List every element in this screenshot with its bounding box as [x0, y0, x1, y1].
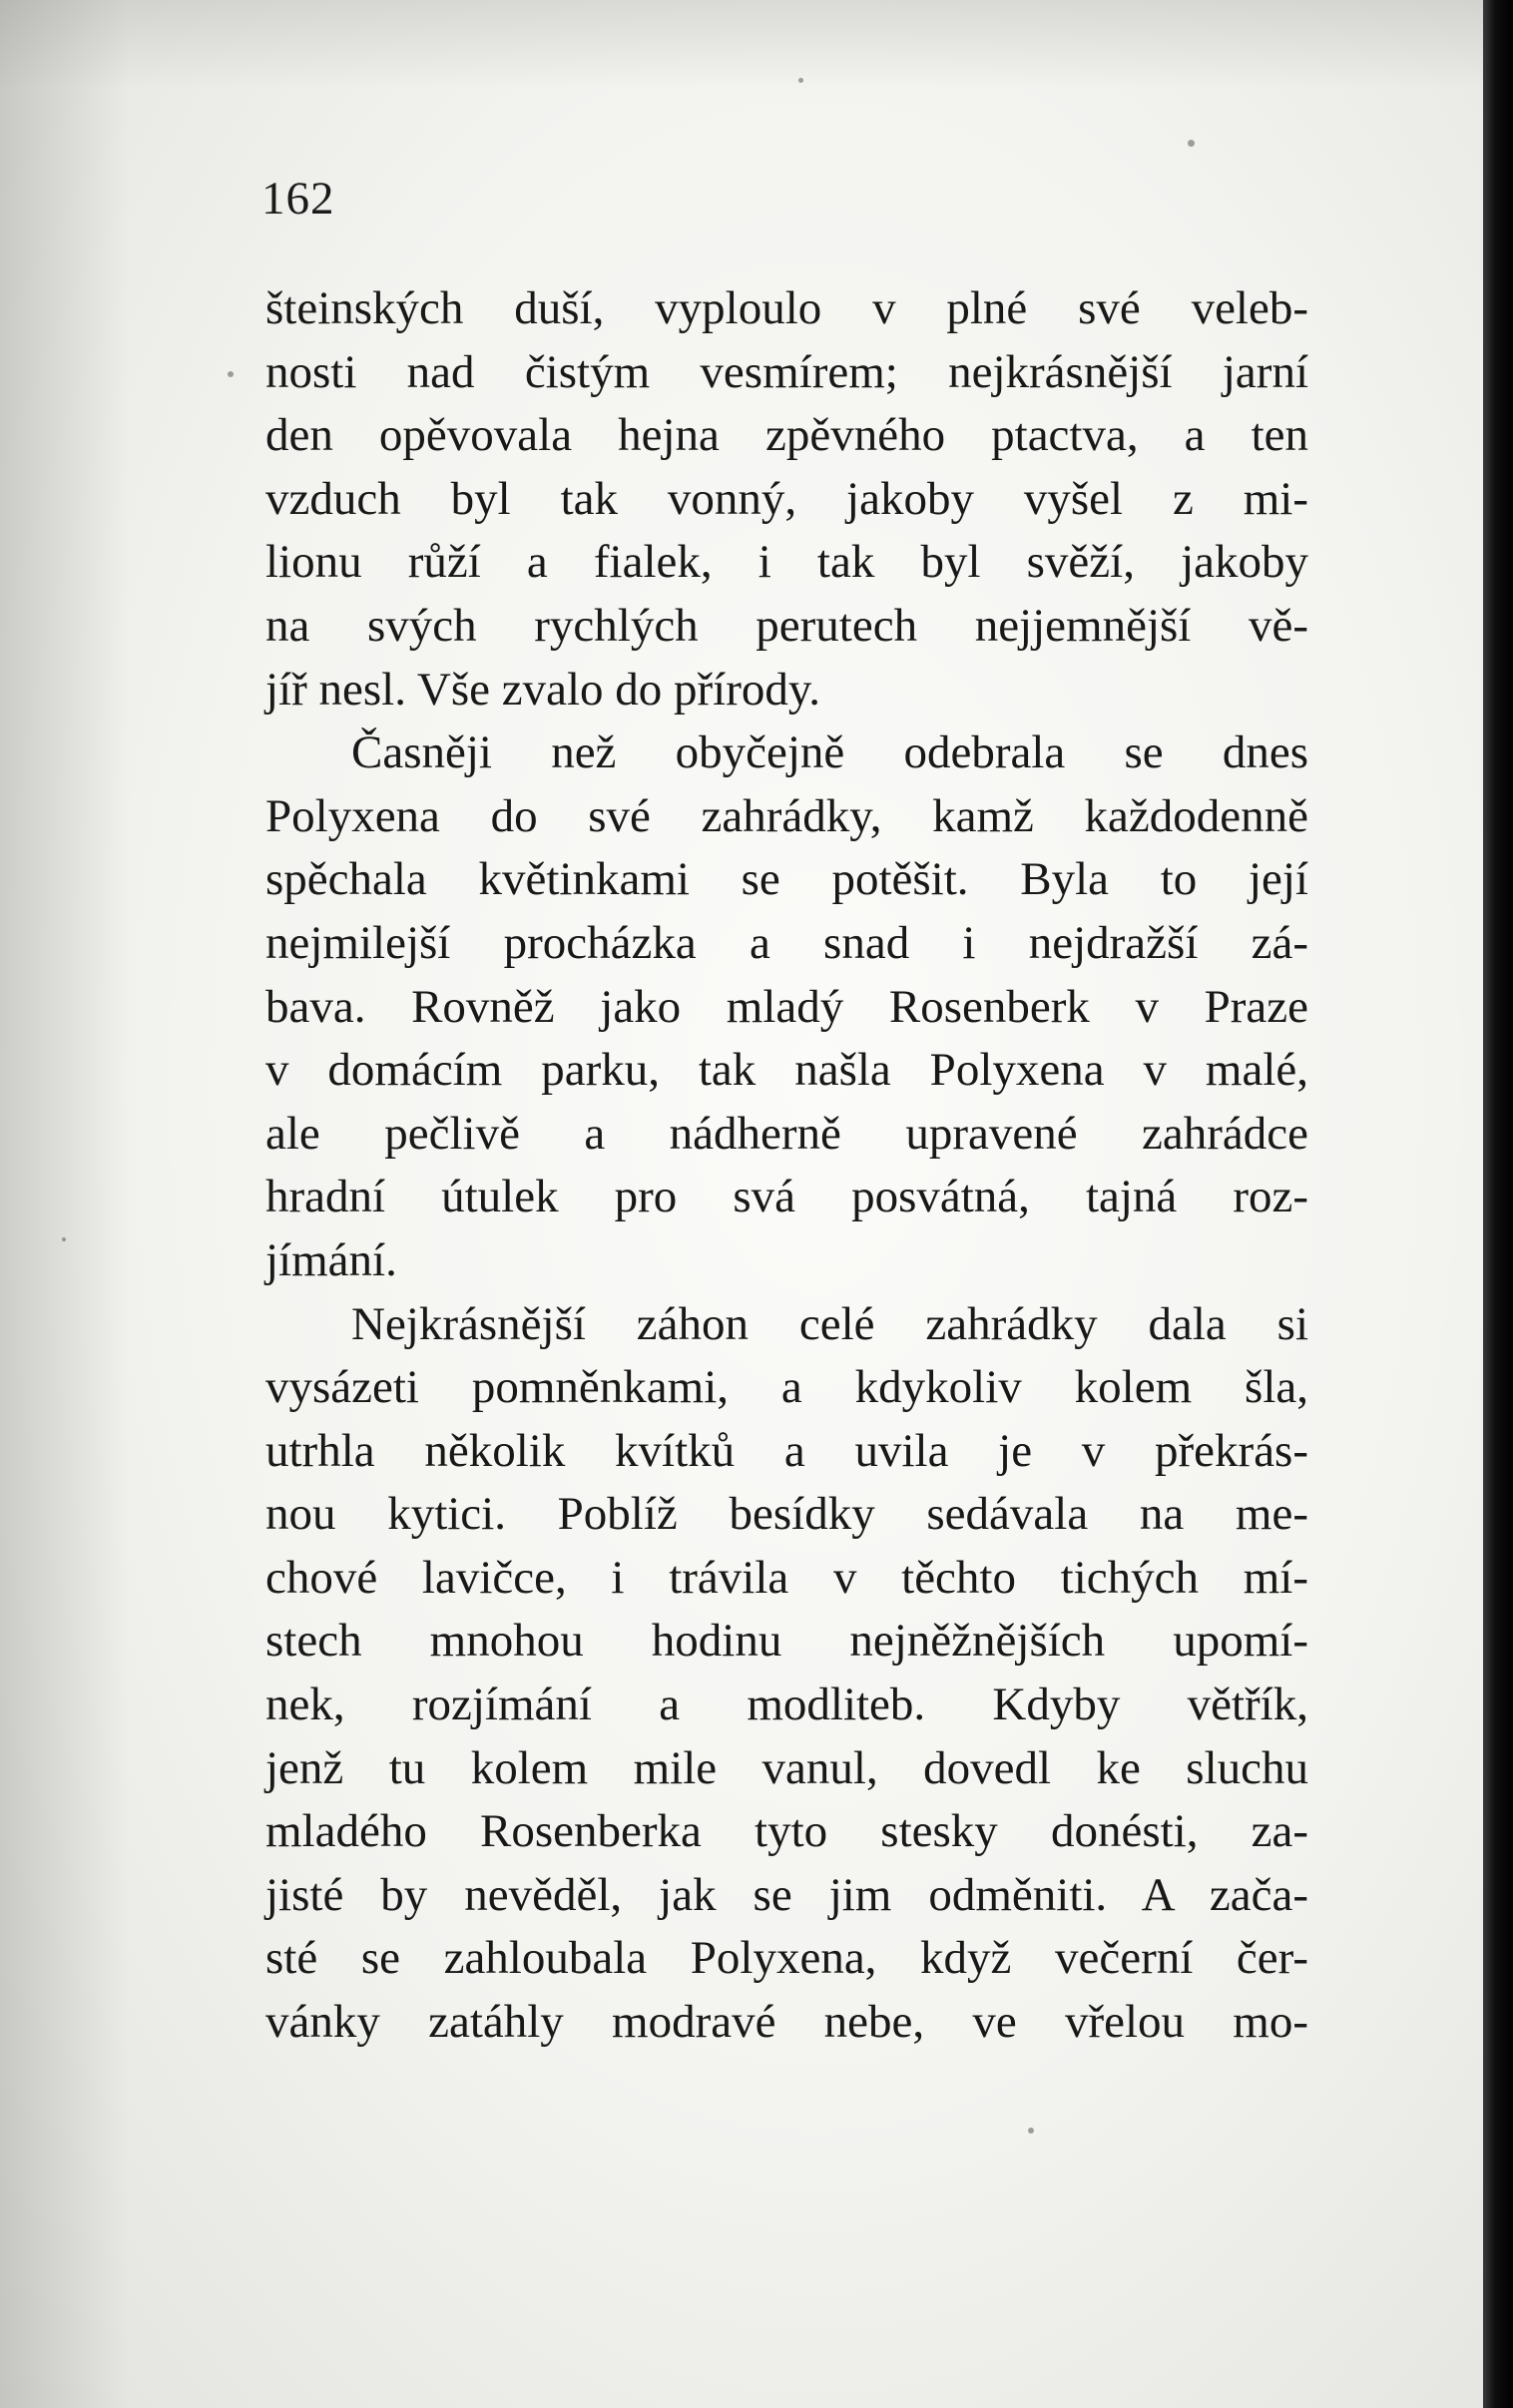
body-text: [265, 277, 1308, 2055]
text-line: šteinských duší, vyploulo v plné své veleb-: [265, 282, 1308, 334]
scan-speck: [1188, 140, 1195, 147]
text-line: vánky zatáhly modravé nebe, ve vřelou mo-: [265, 1996, 1308, 2049]
scan-speck: [798, 78, 803, 83]
text-line: jíř nesl. Vše zvalo do přírody.: [265, 663, 821, 716]
text-line: mladého Rosenberka tyto stesky donésti, za-: [265, 1805, 1308, 1858]
text-line: utrhla několik kvítků a uvila je v překrás-: [265, 1424, 1308, 1477]
text-line: bava. Rovněž jako mladý Rosenberk v Praze: [265, 980, 1308, 1033]
text-line: v domácím parku, tak našla Polyxena v malé,: [265, 1044, 1308, 1097]
text-line: nejmilejší procházka a snad i nejdražší zá-: [265, 916, 1308, 969]
text-line: ale pečlivě a nádherně upravené zahrádce: [265, 1107, 1308, 1160]
text-line: lionu růží a fialek, i tak byl svěží, jakoby: [265, 536, 1308, 589]
text-line: stech mnohou hodinu nejněžnějších upomí-: [265, 1615, 1308, 1668]
text-line: na svých rychlých perutech nejjemnější vě-: [265, 599, 1308, 652]
text-line: nosti nad čistým vesmírem; nejkrásnější jarní: [265, 345, 1308, 398]
text-line: spěchala květinkami se potěšit. Byla to její: [265, 853, 1308, 906]
text-line: jenž tu kolem mile vanul, dovedl ke sluchu: [265, 1741, 1308, 1794]
text-line: Časněji než obyčejně odebrala se dnes: [351, 726, 1308, 779]
text-line: Polyxena do své zahrádky, kamž každodenně: [265, 789, 1308, 842]
text-line: hradní útulek pro svá posvátná, tajná roz-: [265, 1171, 1308, 1223]
text-line: vzduch byl tak vonný, jakoby vyšel z mi-: [265, 472, 1308, 525]
page-edge-shadow: [1483, 0, 1513, 2408]
text-line: chové lavičce, i trávila v těchto tichých mí-: [265, 1551, 1308, 1604]
text-line: nek, rozjímání a modliteb. Kdyby větřík,: [265, 1679, 1308, 1731]
text-line: jímání.: [265, 1233, 397, 1286]
scan-speck: [62, 1237, 66, 1241]
text-line: sté se zahloubala Polyxena, když večerní čer-: [265, 1932, 1308, 1985]
page-number: 162: [261, 173, 335, 225]
text-line: Nejkrásnější záhon celé zahrádky dala si: [351, 1297, 1308, 1350]
text-line: den opěvovala hejna zpěvného ptactva, a ten: [265, 409, 1308, 462]
text-line: vysázeti pomněnkami, a kdykoliv kolem šla,: [265, 1361, 1308, 1414]
text-line: jisté by nevěděl, jak se jim odměniti. A zača-: [265, 1868, 1308, 1921]
scan-speck: [228, 371, 234, 377]
scan-speck: [1028, 2128, 1034, 2134]
text-line: nou kytici. Poblíž besídky sedávala na me-: [265, 1488, 1308, 1541]
